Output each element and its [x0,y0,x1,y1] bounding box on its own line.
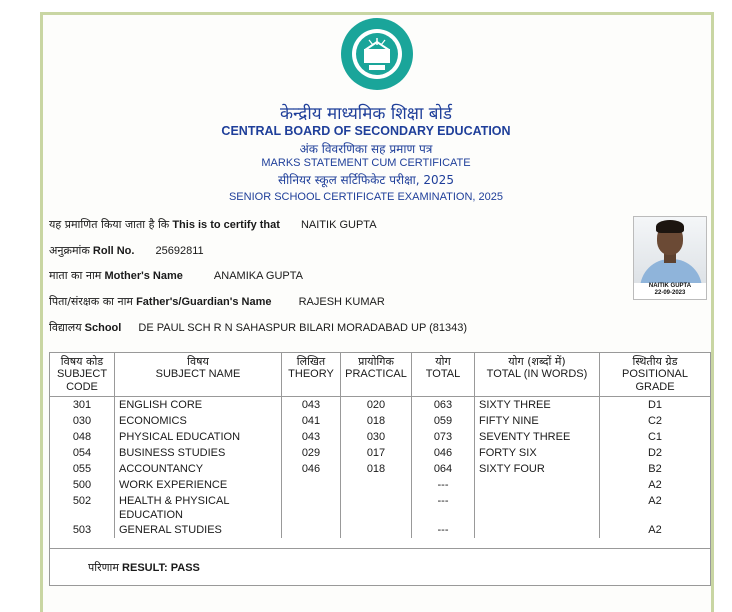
subject-name: BUSINESS STUDIES [115,445,282,461]
total-in-words: FORTY SIX [475,445,600,461]
certify-label-english: This is to certify that [172,219,280,231]
practical-marks: 018 [341,461,412,477]
subject-code: 301 [72,399,92,411]
father-label-hindi: पिता/संरक्षक का नाम [49,295,134,308]
table-row [50,522,710,538]
subject-name: GENERAL STUDIES [115,522,282,538]
total-marks: 059 [412,413,475,429]
marks-table-body [50,397,710,539]
school-label-english: School [84,322,122,334]
subject-code: 030 [72,415,92,427]
total-marks: 064 [412,461,475,477]
total-in-words: SIXTY FOUR [475,461,600,477]
positional-grade: B2 [600,461,711,477]
header-theory: लिखित THEORY [282,353,341,397]
photo-caption-date: 22-09-2023 [654,290,686,296]
positional-grade: C2 [600,413,711,429]
result-label-english: RESULT: [122,562,168,574]
total-marks: --- [412,493,475,522]
table-row [50,477,710,493]
certify-label-hindi: यह प्रमाणित किया जाता है कि [49,218,170,231]
header-subject-code: विषय कोड SUBJECT CODE [50,353,115,397]
practical-marks: 018 [341,413,412,429]
total-in-words [475,522,600,538]
candidate-photo [633,216,707,300]
total-marks: 073 [412,429,475,445]
header-total: योग TOTAL [412,353,475,397]
positional-grade: A2 [600,493,711,522]
theory-marks: 043 [282,397,341,414]
total-marks: --- [412,477,475,493]
practical-marks [341,522,412,538]
total-in-words: SEVENTY THREE [475,429,600,445]
board-name-english: CENTRAL BOARD OF SECONDARY EDUCATION [221,124,511,138]
practical-marks [341,493,412,522]
subject-code: 048 [72,431,92,443]
total-in-words [475,477,600,493]
subject-code: 500 [72,479,92,491]
practical-marks: 017 [341,445,412,461]
subject-name: ENGLISH CORE [115,397,282,414]
theory-marks: 029 [282,445,341,461]
photo-caption-name: NAITIK GUPTA [648,283,692,289]
positional-grade: D2 [600,445,711,461]
total-marks: 063 [412,397,475,414]
mother-line [49,268,303,283]
school-line [49,320,467,335]
practical-marks [341,477,412,493]
table-row [50,429,710,445]
table-row [50,493,710,522]
father-name: RAJESH KUMAR [298,296,385,308]
total-in-words: FIFTY NINE [475,413,600,429]
total-marks: --- [412,522,475,538]
positional-grade: C1 [600,429,711,445]
result-value: PASS [170,562,200,574]
exam-name-hindi: सीनियर स्कूल सर्टिफिकेट परीक्षा, 2025 [278,173,454,187]
school-name: DE PAUL SCH R N SAHASPUR BILARI MORADABAD UP (81343) [138,322,468,334]
subject-name: PHYSICAL EDUCATION [115,429,282,445]
header-practical: प्रायोगिक PRACTICAL [341,353,412,397]
positional-grade: D1 [600,397,711,414]
practical-marks: 030 [341,429,412,445]
theory-marks [282,522,341,538]
practical-marks: 020 [341,397,412,414]
school-label-hindi: विद्यालय [49,321,82,334]
header-total-words: योग (शब्दों में) TOTAL (IN WORDS) [475,353,600,397]
father-label-english: Father's/Guardian's Name [136,296,272,308]
subject-code: 055 [72,463,92,475]
exam-name-english: SENIOR SCHOOL CERTIFICATE EXAMINATION, 2025 [228,191,504,203]
theory-marks: 041 [282,413,341,429]
board-name-hindi: केन्द्रीय माध्यमिक शिक्षा बोर्ड [279,104,453,124]
positional-grade: A2 [600,477,711,493]
table-header-row [50,353,710,397]
mother-name: ANAMIKA GUPTA [213,270,303,282]
theory-marks [282,493,341,522]
header-subject-name: विषय SUBJECT NAME [115,353,282,397]
subject-name: ECONOMICS [115,413,282,429]
roll-number: 25692811 [155,245,204,257]
theory-marks [282,477,341,493]
total-marks: 046 [412,445,475,461]
roll-label-hindi: अनुक्रमांक [49,244,90,257]
total-in-words [475,493,600,522]
subject-code: 054 [72,447,92,459]
certificate-title-hindi: अंक विवरणिका सह प्रमाण पत्र [299,142,433,156]
result-box [49,548,711,586]
subject-name: HEALTH & PHYSICAL EDUCATION [115,493,282,522]
total-in-words: SIXTY THREE [475,397,600,414]
roll-line [49,243,204,258]
theory-marks: 046 [282,461,341,477]
table-row [50,461,710,477]
cbse-logo [339,16,415,92]
mother-label-hindi: माता का नाम [49,269,102,282]
certify-line [49,217,377,232]
father-line [49,294,385,309]
mother-label-english: Mother's Name [104,270,183,282]
table-row [50,445,710,461]
subject-name: ACCOUNTANCY [115,461,282,477]
table-row [50,397,710,414]
positional-grade: A2 [600,522,711,538]
subject-name: WORK EXPERIENCE [115,477,282,493]
roll-label-english: Roll No. [92,245,135,257]
result-label-hindi: परिणाम [88,561,119,574]
header-positional-grade: स्थितीय ग्रेड POSITIONAL GRADE [600,353,711,397]
certificate-title-english: MARKS STATEMENT CUM CERTIFICATE [261,157,471,169]
subject-code: 503 [72,524,92,536]
candidate-name: NAITIK GUPTA [300,219,377,231]
theory-marks: 043 [282,429,341,445]
marks-table [50,353,710,538]
subject-code: 502 [72,495,92,507]
table-row [50,413,710,429]
